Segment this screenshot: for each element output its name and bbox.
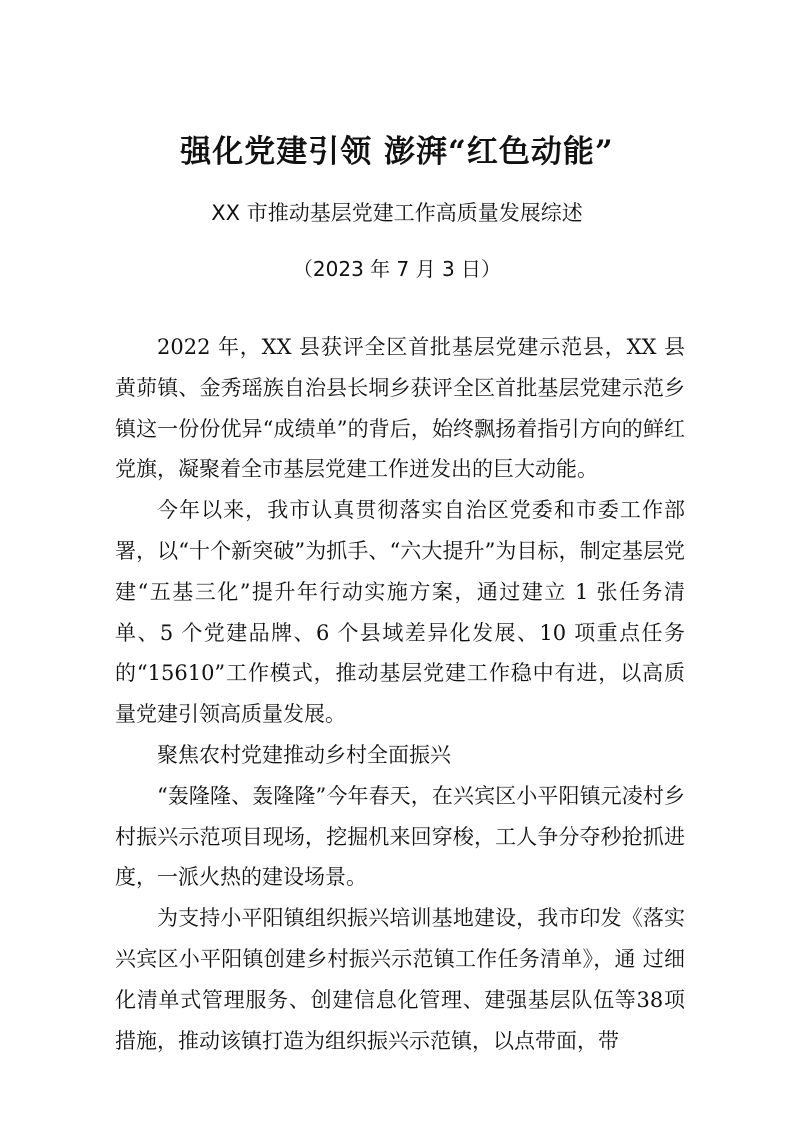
document-subtitle: XX 市推动基层党建工作高质量发展综述	[211, 201, 583, 225]
body-paragraph: 2022 年，XX 县获评全区首批基层党建示范县，XX 县黄茆镇、金秀瑶族自治县长垌乡获评全区首批基层党建示范乡镇这一份份优异“成绩单”的背后，始终飘扬着指引方向的鲜红党旗，凝聚着全市基层党建工作迸发出的巨大动能。	[115, 335, 685, 482]
document-body	[115, 327, 685, 1061]
document-date: （2023 年 7 月 3 日）	[292, 257, 502, 281]
section-heading: 聚焦农村党建推动乡村全面振兴	[157, 742, 451, 767]
body-paragraph: 为支持小平阳镇组织振兴培训基地建设，我市印发《落实兴宾区小平阳镇创建乡村振兴示范镇工作任务清单》，通 过细化清单式管理服务、创建信息化管理、建强基层队伍等38项措施，推动该镇打造为组织振兴示范镇，以点带面，带	[115, 906, 685, 1053]
body-paragraph: “轰隆隆、轰隆隆”今年春天，在兴宾区小平阳镇元凌村乡村振兴示范项目现场，挖掘机来回穿梭，工人争分夺秒抢抓进度，一派火热的建设场景。	[115, 783, 685, 890]
document-title: 强化党建引领 澎湃“红色动能”	[180, 134, 614, 170]
body-paragraph: 今年以来，我市认真贯彻落实自治区党委和市委工作部署，以“十个新突破”为抓手、“六大提升”为目标，制定基层党建“五基三化”提升年行动实施方案，通过建立 1 张任务清单、5 个党建品牌、6 个县域差异化发展、10 项重点任务的“15610”工作模式，推动基层党建工作稳中有进，以高质量党建引领高质量发展。	[115, 498, 685, 727]
